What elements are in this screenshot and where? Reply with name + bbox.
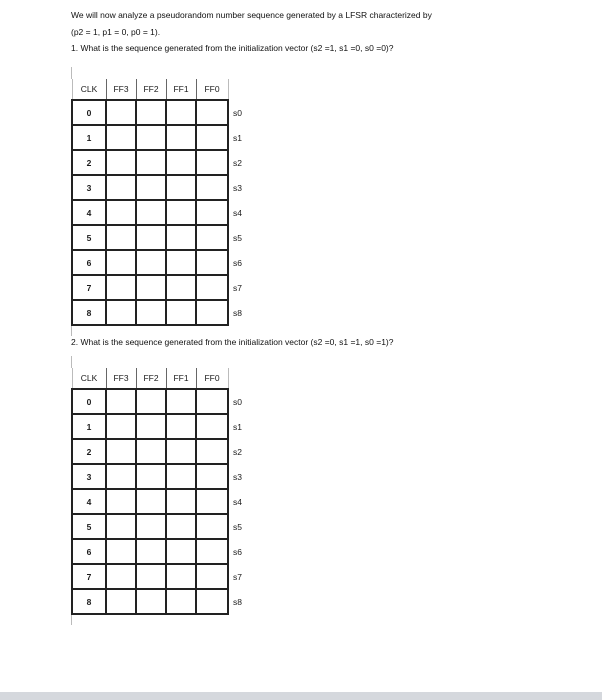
table-row [72, 514, 262, 539]
table-row [72, 125, 262, 150]
intro-text: We will now analyze a pseudorandom number sequence generated by a LFSR characterized by [71, 10, 432, 20]
ff3-cell[interactable] [106, 414, 136, 439]
table-row [72, 300, 262, 325]
clk-cell: 1 [72, 414, 106, 439]
ff2-cell[interactable] [136, 439, 166, 464]
ff3-cell[interactable] [106, 275, 136, 300]
ff1-cell[interactable] [166, 225, 196, 250]
state-label: s8 [233, 596, 242, 607]
state-label: s7 [233, 282, 242, 293]
header-ff1: FF1 [166, 79, 196, 100]
ff1-cell[interactable] [166, 100, 196, 125]
ff1-cell[interactable] [166, 514, 196, 539]
state-label: s8 [233, 307, 242, 318]
ff0-cell[interactable] [196, 489, 228, 514]
ff0-cell[interactable] [196, 200, 228, 225]
ff3-cell[interactable] [106, 175, 136, 200]
sequence-table-1 [71, 79, 263, 326]
state-label: s1 [233, 132, 242, 143]
bottom-scroll-bar [0, 692, 602, 700]
ff0-cell[interactable] [196, 175, 228, 200]
state-label: s5 [233, 521, 242, 532]
sequence-table-2 [71, 368, 263, 615]
state-label: s4 [233, 496, 242, 507]
ff2-cell[interactable] [136, 125, 166, 150]
ff1-cell[interactable] [166, 564, 196, 589]
ff1-cell[interactable] [166, 489, 196, 514]
ff0-cell[interactable] [196, 464, 228, 489]
ff1-cell[interactable] [166, 175, 196, 200]
ff3-cell[interactable] [106, 200, 136, 225]
ff3-cell[interactable] [106, 464, 136, 489]
table-header-row [72, 79, 262, 100]
ff1-cell[interactable] [166, 200, 196, 225]
table-row [72, 539, 262, 564]
clk-cell: 7 [72, 275, 106, 300]
ff0-cell[interactable] [196, 150, 228, 175]
ff0-cell[interactable] [196, 225, 228, 250]
clk-cell: 6 [72, 539, 106, 564]
table-row [72, 439, 262, 464]
ff2-cell[interactable] [136, 100, 166, 125]
state-label: s2 [233, 157, 242, 168]
table-row [72, 389, 262, 414]
header-ff2: FF2 [136, 368, 166, 389]
ff0-cell[interactable] [196, 539, 228, 564]
table-row [72, 225, 262, 250]
ff1-cell[interactable] [166, 125, 196, 150]
ff3-cell[interactable] [106, 489, 136, 514]
clk-cell: 8 [72, 589, 106, 614]
state-label: s6 [233, 257, 242, 268]
ff3-cell[interactable] [106, 564, 136, 589]
table-margin-tick [71, 356, 72, 368]
ff2-cell[interactable] [136, 589, 166, 614]
header-ff3: FF3 [106, 368, 136, 389]
ff3-cell[interactable] [106, 100, 136, 125]
ff2-cell[interactable] [136, 275, 166, 300]
ff0-cell[interactable] [196, 300, 228, 325]
table-row [72, 250, 262, 275]
clk-cell: 3 [72, 175, 106, 200]
ff2-cell[interactable] [136, 175, 166, 200]
ff3-cell[interactable] [106, 589, 136, 614]
ff0-cell[interactable] [196, 389, 228, 414]
table-margin-tick [71, 326, 72, 336]
header-ff0: FF0 [196, 79, 228, 100]
ff0-cell[interactable] [196, 275, 228, 300]
state-label: s7 [233, 571, 242, 582]
table-row [72, 464, 262, 489]
table-header-row [72, 368, 262, 389]
table-row [72, 100, 262, 125]
state-label: s0 [233, 396, 242, 407]
question-2: 2. What is the sequence generated from the initialization vector (s2 =0, s1 =1, s0 =1)? [71, 337, 394, 347]
ff3-cell[interactable] [106, 514, 136, 539]
ff0-cell[interactable] [196, 564, 228, 589]
ff2-cell[interactable] [136, 150, 166, 175]
parameters-text: (p2 = 1, p1 = 0, p0 = 1). [71, 27, 161, 37]
ff0-cell[interactable] [196, 589, 228, 614]
clk-cell: 2 [72, 150, 106, 175]
clk-cell: 4 [72, 200, 106, 225]
ff2-cell[interactable] [136, 464, 166, 489]
ff1-cell[interactable] [166, 275, 196, 300]
ff2-cell[interactable] [136, 300, 166, 325]
ff3-cell[interactable] [106, 439, 136, 464]
ff2-cell[interactable] [136, 414, 166, 439]
table-row [72, 200, 262, 225]
clk-cell: 4 [72, 489, 106, 514]
header-ff2: FF2 [136, 79, 166, 100]
header-clk: CLK [72, 79, 106, 100]
header-clk: CLK [72, 368, 106, 389]
state-table [71, 79, 263, 326]
ff2-cell[interactable] [136, 539, 166, 564]
ff3-cell[interactable] [106, 300, 136, 325]
header-ff3: FF3 [106, 79, 136, 100]
ff3-cell[interactable] [106, 389, 136, 414]
state-label: s2 [233, 446, 242, 457]
clk-cell: 6 [72, 250, 106, 275]
ff0-cell[interactable] [196, 439, 228, 464]
clk-cell: 7 [72, 564, 106, 589]
ff1-cell[interactable] [166, 300, 196, 325]
ff1-cell[interactable] [166, 589, 196, 614]
ff0-cell[interactable] [196, 100, 228, 125]
ff2-cell[interactable] [136, 514, 166, 539]
ff1-cell[interactable] [166, 464, 196, 489]
ff2-cell[interactable] [136, 489, 166, 514]
ff0-cell[interactable] [196, 414, 228, 439]
ff2-cell[interactable] [136, 250, 166, 275]
table-row [72, 564, 262, 589]
table-row [72, 414, 262, 439]
state-label: s1 [233, 421, 242, 432]
table-row [72, 150, 262, 175]
ff1-cell[interactable] [166, 150, 196, 175]
clk-cell: 2 [72, 439, 106, 464]
ff3-cell[interactable] [106, 225, 136, 250]
table-row [72, 275, 262, 300]
clk-cell: 1 [72, 125, 106, 150]
ff3-cell[interactable] [106, 150, 136, 175]
state-label: s0 [233, 107, 242, 118]
clk-cell: 0 [72, 100, 106, 125]
ff0-cell[interactable] [196, 514, 228, 539]
ff1-cell[interactable] [166, 439, 196, 464]
ff2-cell[interactable] [136, 389, 166, 414]
clk-cell: 5 [72, 225, 106, 250]
state-label: s4 [233, 207, 242, 218]
state-label: s6 [233, 546, 242, 557]
table-row [72, 175, 262, 200]
header-ff0: FF0 [196, 368, 228, 389]
ff1-cell[interactable] [166, 389, 196, 414]
state-label: s3 [233, 182, 242, 193]
ff0-cell[interactable] [196, 125, 228, 150]
clk-cell: 8 [72, 300, 106, 325]
state-label: s3 [233, 471, 242, 482]
ff3-cell[interactable] [106, 125, 136, 150]
ff1-cell[interactable] [166, 414, 196, 439]
ff1-cell[interactable] [166, 539, 196, 564]
state-label: s5 [233, 232, 242, 243]
ff2-cell[interactable] [136, 225, 166, 250]
table-row [72, 489, 262, 514]
table-margin-tick [71, 67, 72, 79]
clk-cell: 3 [72, 464, 106, 489]
ff2-cell[interactable] [136, 200, 166, 225]
state-table [71, 368, 263, 615]
clk-cell: 5 [72, 514, 106, 539]
ff0-cell[interactable] [196, 250, 228, 275]
clk-cell: 0 [72, 389, 106, 414]
table-margin-tick [71, 615, 72, 625]
table-row [72, 589, 262, 614]
question-1: 1. What is the sequence generated from the initialization vector (s2 =1, s1 =0, s0 =0)? [71, 43, 394, 53]
ff1-cell[interactable] [166, 250, 196, 275]
header-ff1: FF1 [166, 368, 196, 389]
ff2-cell[interactable] [136, 564, 166, 589]
ff3-cell[interactable] [106, 539, 136, 564]
ff3-cell[interactable] [106, 250, 136, 275]
